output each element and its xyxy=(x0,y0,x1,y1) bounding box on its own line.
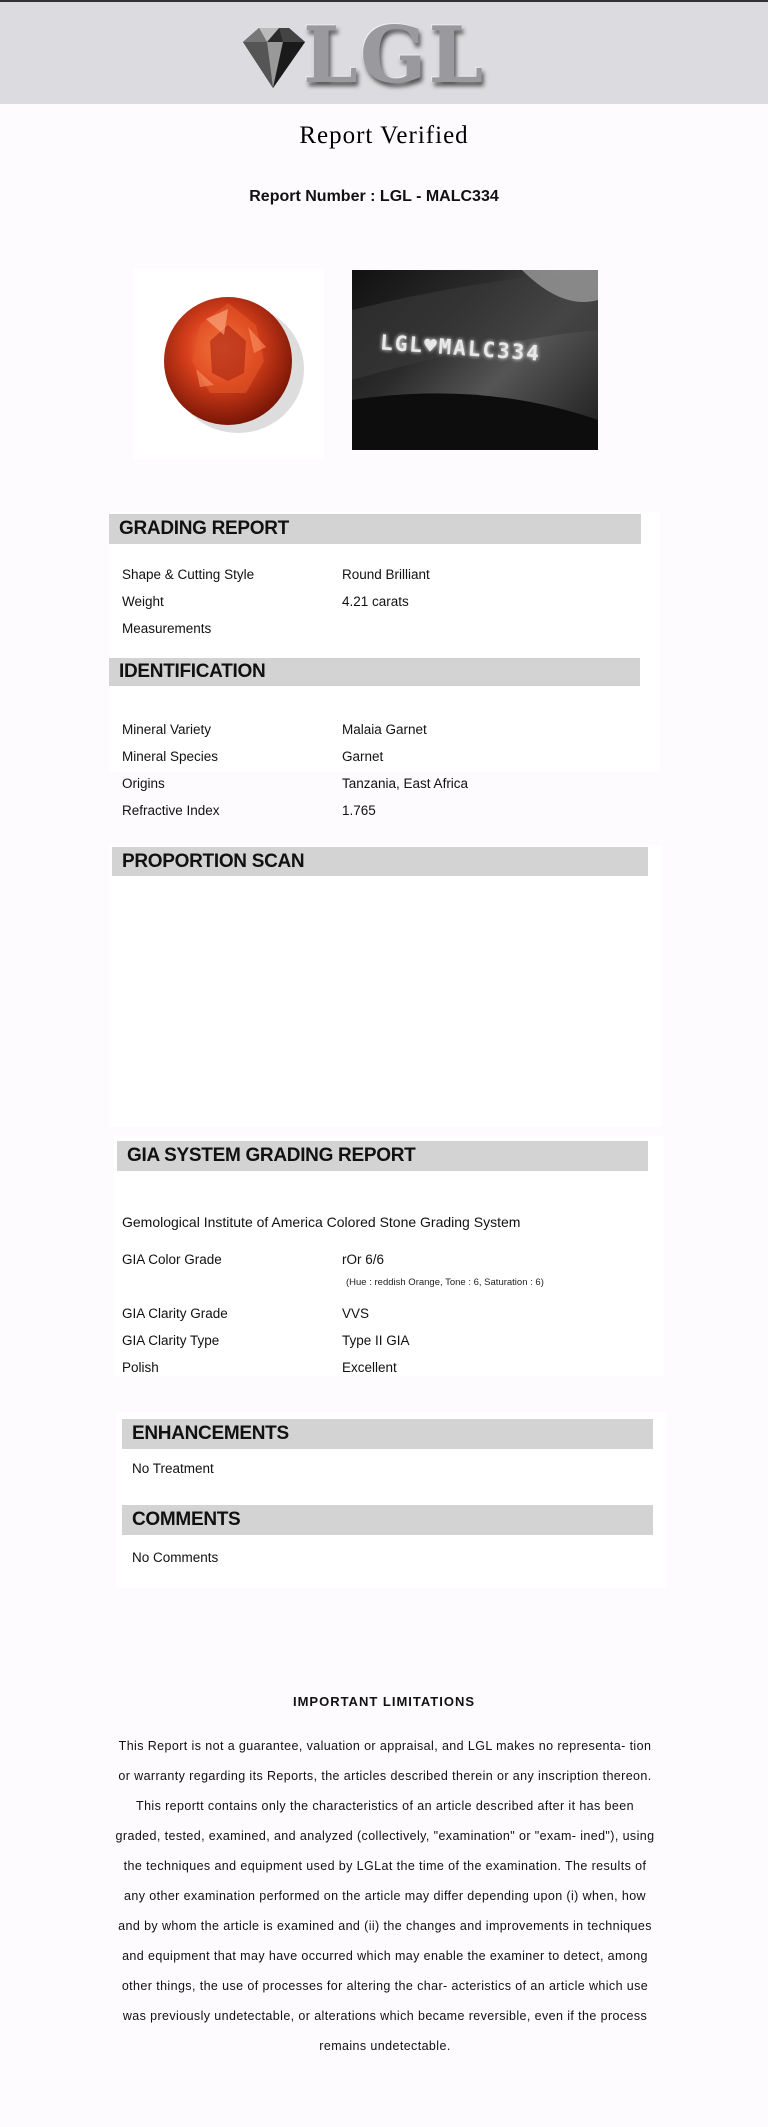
refractive-index-label: Refractive Index xyxy=(122,803,220,818)
proportion-scan-card xyxy=(110,845,662,1127)
enhancements-text: No Treatment xyxy=(132,1461,214,1476)
gia-clarity-grade-label: GIA Clarity Grade xyxy=(122,1306,228,1321)
gia-report-heading: GIA SYSTEM GRADING REPORT xyxy=(117,1141,648,1171)
limitations-heading: IMPORTANT LIMITATIONS xyxy=(292,1694,476,1709)
gia-clarity-type-label: GIA Clarity Type xyxy=(122,1333,220,1348)
limitations-text: This Report is not a guarantee, valuation or appraisal, and LGL makes no representa- tion or warranty regarding its Reports, the articles described therein or any inscription thereon. This reportt contains only the characteristics of an article described after it has been graded, tested, examined, and analyzed (collectively, "examination" or "exam- ined"), using the techniques and equipment used by LGLat the time of the examination. The results of any other examination performed on the article may differ depending upon (i) when, how and by whom the article is examined and (ii) the changes and improvements in techniques and equipment that may have occurred which may enable the examiner to detect, among other things, the use of processes for altering the char- acteristics of an article which use was previously undetectable, or alterations which became reversible, even if the process remains undetectable. xyxy=(115,1739,655,2053)
enhancements-heading: ENHANCEMENTS xyxy=(122,1419,653,1449)
grading-report-heading: GRADING REPORT xyxy=(109,514,641,544)
mineral-species-value: Garnet xyxy=(342,749,384,764)
comments-heading: COMMENTS xyxy=(122,1505,653,1535)
identification-heading: IDENTIFICATION xyxy=(109,658,640,686)
mineral-species-label: Mineral Species xyxy=(122,749,219,764)
weight-value: 4.21 carats xyxy=(342,594,409,609)
origins-label: Origins xyxy=(122,776,165,791)
polish-label: Polish xyxy=(122,1360,159,1375)
report-number: Report Number : LGL - MALC334 xyxy=(249,188,499,205)
gia-color-note: (Hue : reddish Orange, Tone : 6, Saturation : 6) xyxy=(346,1277,544,1288)
gia-subtitle: Gemological Institute of America Colored Stone Grading System xyxy=(122,1214,521,1230)
logo-text: LGL xyxy=(303,10,486,101)
refractive-index-value: 1.765 xyxy=(342,803,376,818)
mineral-variety-label: Mineral Variety xyxy=(122,722,212,737)
measurements-label: Measurements xyxy=(122,621,212,636)
polish-value: Excellent xyxy=(342,1360,397,1375)
gemstone-photo xyxy=(134,269,324,459)
lgl-logo xyxy=(233,10,493,101)
header-banner xyxy=(0,0,768,104)
shape-label: Shape & Cutting Style xyxy=(122,567,255,582)
gia-color-grade-label: GIA Color Grade xyxy=(122,1252,222,1267)
inscription-text: LGL♥MALC334 xyxy=(379,330,542,366)
proportion-scan-heading: PROPORTION SCAN xyxy=(112,847,648,876)
mineral-variety-value: Malaia Garnet xyxy=(342,722,427,737)
gia-color-grade-value: rOr 6/6 xyxy=(342,1252,385,1267)
comments-text: No Comments xyxy=(132,1550,219,1565)
diamond-icon xyxy=(233,22,313,94)
weight-label: Weight xyxy=(122,594,164,609)
origins-value: Tanzania, East Africa xyxy=(342,776,469,791)
gia-clarity-grade-value: VVS xyxy=(342,1306,370,1321)
shape-value: Round Brilliant xyxy=(342,567,430,582)
laser-inscription-photo xyxy=(352,270,598,450)
page-title: Report Verified xyxy=(299,122,469,149)
gia-clarity-type-value: Type II GIA xyxy=(342,1333,410,1348)
